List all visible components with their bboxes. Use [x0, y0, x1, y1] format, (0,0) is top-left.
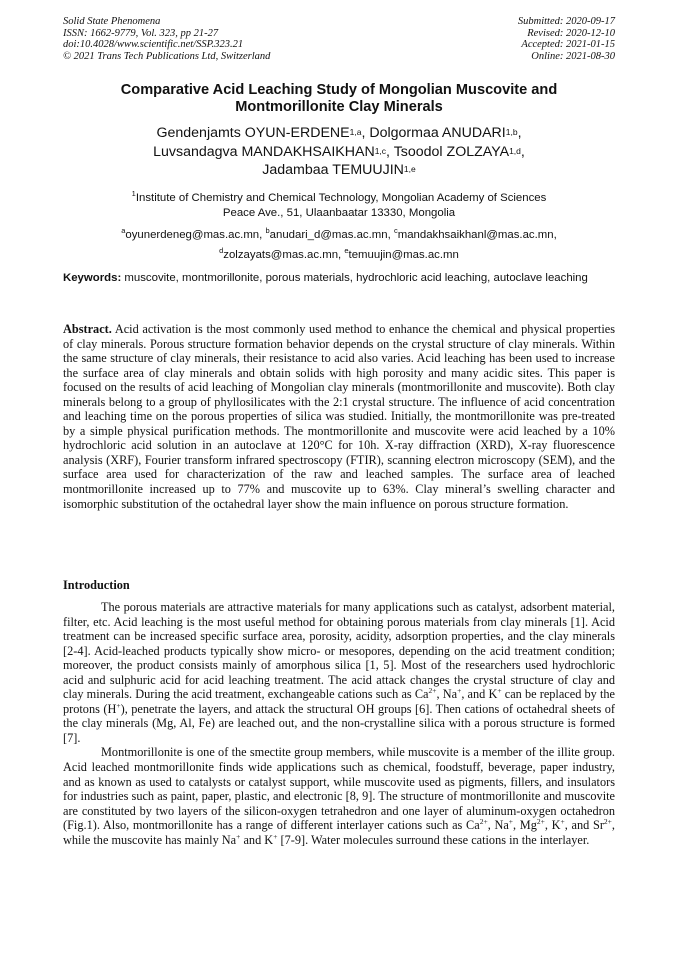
title-line-1: Comparative Acid Leaching Study of Mongolian Muscovite and [120, 82, 558, 98]
title-line-2: Montmorillonite Clay Minerals [235, 99, 443, 115]
intro-paragraph-2 [63, 745, 615, 847]
keywords-text: muscovite, montmorillonite, porous materials, hydrochloric acid leaching, autoclave leaching [124, 272, 588, 284]
text-run: , and Sr [564, 818, 604, 833]
email-sup: c [393, 226, 398, 235]
email-sup: d [219, 246, 224, 256]
email-address: oyunerdeneg@mas.ac.mn [125, 228, 260, 241]
charge-sup: 2+ [536, 817, 545, 827]
email-sup: e [344, 246, 349, 256]
author-name: Luvsandagva MANDAKHSAIKHAN [153, 143, 375, 160]
author-sup: 1,c [374, 145, 387, 156]
author-name: Gendenjamts OYUN-ERDENE [156, 125, 350, 141]
author-name: Jadambaa TEMUUJIN [262, 162, 404, 178]
abstract-label: Abstract. [63, 322, 112, 336]
email-list: $^a$oyunerdeneg@mas.ac.mn, $^b$anudari_d@mas.ac.mn, $^c$mandakhsaikhanl@mas.ac.mn, $^d$zolzayats@mas.ac.mn, $^e$temuujin@mas.ac.mn [121, 226, 557, 262]
header-right [518, 16, 615, 62]
doi: doi:10.4028/www.scientific.net/SSP.323.21 [63, 39, 244, 51]
text-run: , Na [487, 818, 509, 833]
charge-sup: + [560, 817, 565, 827]
email-address: temuujin@mas.ac.mn [348, 249, 459, 262]
author-name: Dolgormaa ANUDARI [369, 125, 506, 141]
keywords-label: Keywords: [63, 272, 122, 284]
affiliation-line-1: Institute of Chemistry and Chemical Technology, Mongolian Academy of Sciences [135, 191, 547, 204]
abstract-text: Acid activation is the most commonly used method to enhance the chemical and physical properties of clay minerals. Porous structure formation behavior depends on the crystal structure of clay minerals. Within the same structure of clay minerals, their resistance to acid also varies. Acid leaching has been used to increase the surface area of clay minerals and obtain solids with high porosity and many acidic sites. This paper is focused on the results of acid leaching of Mongolian clay minerals (montmorillonite and muscovite). Both clay minerals belong to a group of phyllosilicates with the 2:1 crystal structure. The influence of acid concentration and leaching time on the porous properties of silica was studied. Initially, the montmorillonite was pre-treated by a simple physical purification methods. The montmorillonite and muscovite were acid leached by a 10% hydrochloric acid solution in an autoclave at 120°C for 10h. X-ray diffraction (XRD), X-ray fluorescence analysis (XRF), Fourier transform infrared spectroscopy (FTIR), scanning electron microscopy (SEM), and the surface area used for characterization of the raw and leached samples. The surface area of leached montmorillonite increased up to 77% and muscovite up to 63%. Clay mineral’s swelling character and isomorphic substitution of the octahedral layer show the main influence on porous structure formation. [63, 322, 615, 511]
submitted-date: Submitted: 2020-09-17 [517, 16, 615, 27]
paper-title [60, 82, 618, 116]
text-run: , while the muscovite has mainly Na [63, 818, 615, 847]
affiliation-line-2: Peace Ave., 51, Ulaanbaatar 13330, Mongolia [222, 207, 456, 220]
keywords [63, 271, 615, 286]
journal-name: Solid State Phenomena [63, 16, 161, 27]
text-run: The porous materials are attractive materials for many applications such as catalyst, adsorbent material, filter, etc. Acid leaching is the most useful method for obtaining porous materials from clay minerals [1]. Acid treatment can be increased specific surface area, porosity, acidity, adsorption properties, and the clay minerals [2-4]. Acid-leached products typically show micro- or mesopores, depending on the acid treatment condition; moreover, the product consists mainly of amorphous silica [1, 5]. Most of the researchers used hydrochloric acid and sulphuric acid for acid leaching treatment. The acid attack changes the crystal structure of clay and clay minerals. During the acid treatment, exchangeable cations such as Ca [63, 600, 615, 702]
email-sup: b [265, 226, 270, 235]
copyright: © 2021 Trans Tech Publications Ltd, Switzerland [63, 50, 271, 62]
online-date: Online: 2021-08-30 [531, 50, 615, 62]
text-run: [7-9]. Water molecules surround these cations in the interlayer. [277, 832, 590, 847]
email-address: anudari_d@mas.ac.mn [269, 228, 388, 241]
author-sup: 1,a [349, 127, 362, 137]
text-run: , Na [436, 687, 458, 702]
introduction-body [63, 600, 615, 847]
email-address: zolzayats@mas.ac.mn [223, 249, 339, 262]
author-sup: 1,d [509, 145, 521, 156]
text-run: Montmorillonite is one of the smectite group members, while muscovite is a member of the illite group. Acid leached montmorillonite finds wide applications such as chemical, foodstuff, beverage, paper industry, and as known as used to catalysts or catalyst support, while muscovite used as pigments, fillers, and insulators for industries such as paint, paper, plastic, and electronic [8, 9]. The structure of montmorillonite and muscovite are constituted by two layers of the silicon-oxygen tetrahedron and one layer of aluminum-oxygen octahedron (Fig.1). Also, montmorillonite has a range of different interlayer cations such as Ca [63, 745, 615, 833]
text-run: , Mg [513, 818, 537, 833]
text-run: can be replaced by the protons (H [63, 687, 615, 716]
header-left [63, 16, 270, 62]
charge-sup: + [116, 700, 121, 710]
author-sup: 1,b [505, 127, 518, 137]
charge-sup: + [508, 817, 514, 827]
section-heading-introduction: Introduction [63, 578, 130, 592]
charge-sup: + [236, 831, 241, 841]
charge-sup: 2+ [479, 817, 488, 827]
affiliation [60, 186, 618, 222]
abstract [63, 322, 615, 511]
text-run: , K [544, 818, 561, 833]
charge-sup: + [497, 686, 502, 696]
author-sup: 1,e [403, 164, 416, 174]
author-name: Tsoodol ZOLZAYA [393, 143, 510, 160]
text-run: , and K [461, 687, 498, 702]
charge-sup: + [273, 831, 278, 841]
charge-sup: 2+ [428, 686, 437, 696]
email-address: mandakhsaikhanl@mas.ac.mn [397, 228, 554, 241]
email-sup: a [121, 226, 126, 235]
revised-date: Revised: 2020-12-10 [527, 27, 615, 39]
text-run: and K [240, 832, 274, 847]
affiliation-sup: 1 [131, 189, 136, 198]
accepted-date: Accepted: 2021-01-15 [521, 39, 615, 51]
issn: ISSN: 1662-9779, Vol. 323, pp 21-27 [63, 27, 219, 39]
charge-sup: + [457, 686, 462, 696]
charge-sup: 2+ [603, 817, 612, 827]
intro-paragraph-1 [63, 600, 615, 745]
text-run: ), penetrate the layers, and attack the structural OH groups [6]. Then cations of octahedral sheets of the clay minerals (Mg, Al, Fe) are leached out, and the non-crystalline silica with a porous structure is formed [7]. [63, 701, 615, 745]
author-list: Gendenjamts OYUN-ERDENE$^{1,a}$, Dolgormaa ANUDARI$^{1,b}$, Luvsandagva MANDAKHSAIKHAN$^{1,c}$, Tsoodol ZOLZAYA$^{1,d}$, Jadambaa TEMUUJIN$^{1,e}$ [153, 125, 525, 178]
